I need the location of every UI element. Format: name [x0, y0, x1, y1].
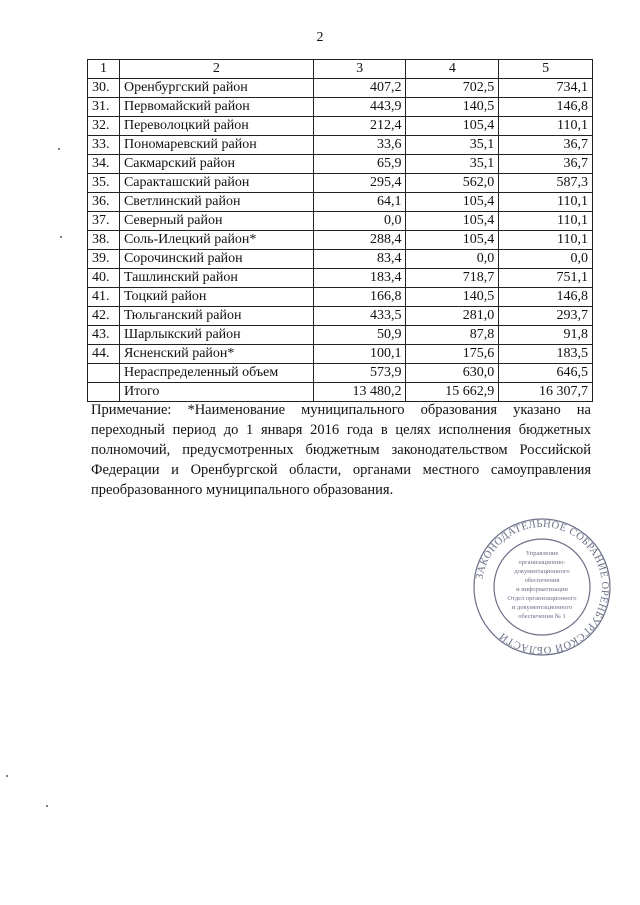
value-col3: 407,2: [313, 79, 406, 98]
header-cell-3: 3: [313, 60, 406, 79]
value-col5: 36,7: [499, 155, 593, 174]
row-number: 41.: [88, 288, 120, 307]
scan-speck: [58, 148, 60, 150]
stamp-inner-line: Отдел организационного: [507, 595, 577, 602]
row-number: 43.: [88, 326, 120, 345]
district-name: Оренбургский район: [119, 79, 313, 98]
table-row: [88, 136, 593, 155]
scan-speck: [46, 805, 48, 807]
row-number: 42.: [88, 307, 120, 326]
table-row: [88, 383, 593, 402]
stamp-inner-line: организационно-: [518, 559, 566, 566]
value-col4: 630,0: [406, 364, 499, 383]
page-number: 2: [316, 30, 324, 45]
value-col5: 146,8: [499, 98, 593, 117]
header-cell-5: 5: [499, 60, 593, 79]
value-col4: 87,8: [406, 326, 499, 345]
row-number: 39.: [88, 250, 120, 269]
district-name: Северный район: [119, 212, 313, 231]
value-col4: 35,1: [406, 136, 499, 155]
district-name: Сакмарский район: [119, 155, 313, 174]
budget-table-body: [88, 60, 593, 402]
value-col5: 734,1: [499, 79, 593, 98]
value-col3: 13 480,2: [313, 383, 406, 402]
value-col3: 166,8: [313, 288, 406, 307]
scan-speck: [6, 775, 8, 777]
district-name: Саракташский район: [119, 174, 313, 193]
table-row: [88, 212, 593, 231]
table-row: [88, 193, 593, 212]
value-col5: 110,1: [499, 193, 593, 212]
footnote-note: Примечание: *Наименование муниципального образования указано на переходный период до 1 января 2016 года в целях исполнения бюджетных полномочий, предусмотренных бюджетным законодательством Российской Федерации и Оренбургской области, органами местного самоуправления преобразованного муниципального образования.: [91, 402, 591, 498]
stamp-inner-line: и информатизации: [516, 586, 568, 593]
value-col4: 0,0: [406, 250, 499, 269]
district-name: Светлинский район: [119, 193, 313, 212]
value-col3: 33,6: [313, 136, 406, 155]
value-col3: 288,4: [313, 231, 406, 250]
district-name: Ташлинский район: [119, 269, 313, 288]
official-stamp: [472, 517, 612, 657]
table-row: [88, 98, 593, 117]
table-row: [88, 79, 593, 98]
table-row: [88, 288, 593, 307]
row-number: 35.: [88, 174, 120, 193]
value-col5: 751,1: [499, 269, 593, 288]
table-row: [88, 345, 593, 364]
district-name: Тюльганский район: [119, 307, 313, 326]
value-col3: 65,9: [313, 155, 406, 174]
row-number: 34.: [88, 155, 120, 174]
row-number: 36.: [88, 193, 120, 212]
value-col4: 105,4: [406, 117, 499, 136]
value-col4: 175,6: [406, 345, 499, 364]
value-col5: 146,8: [499, 288, 593, 307]
row-number: 31.: [88, 98, 120, 117]
value-col3: 100,1: [313, 345, 406, 364]
value-col3: 212,4: [313, 117, 406, 136]
table-row: [88, 269, 593, 288]
value-col4: 140,5: [406, 288, 499, 307]
value-col5: 36,7: [499, 136, 593, 155]
stamp-outer-text: ЗАКОНОДАТЕЛЬНОЕ СОБРАНИЕ ОРЕНБУРГСКОЙ ОБЛАСТИ: [474, 518, 611, 656]
stamp-inner-line: обеспечения № 1: [518, 613, 566, 620]
table-row: [88, 155, 593, 174]
value-col3: 50,9: [313, 326, 406, 345]
header-cell-1: 1: [88, 60, 120, 79]
row-number: 32.: [88, 117, 120, 136]
table-row: [88, 307, 593, 326]
header-cell-4: 4: [406, 60, 499, 79]
value-col5: 110,1: [499, 117, 593, 136]
district-name: Первомайский район: [119, 98, 313, 117]
district-name: Нераспределенный объем: [119, 364, 313, 383]
district-name: Переволоцкий район: [119, 117, 313, 136]
value-col4: 702,5: [406, 79, 499, 98]
value-col3: 443,9: [313, 98, 406, 117]
value-col3: 295,4: [313, 174, 406, 193]
value-col4: 718,7: [406, 269, 499, 288]
district-name: Тоцкий район: [119, 288, 313, 307]
value-col5: 183,5: [499, 345, 593, 364]
value-col4: 105,4: [406, 231, 499, 250]
value-col4: 15 662,9: [406, 383, 499, 402]
value-col5: 16 307,7: [499, 383, 593, 402]
value-col4: 562,0: [406, 174, 499, 193]
district-name: Сорочинский район: [119, 250, 313, 269]
row-number: [88, 383, 120, 402]
row-number: 33.: [88, 136, 120, 155]
value-col5: 646,5: [499, 364, 593, 383]
value-col3: 83,4: [313, 250, 406, 269]
value-col5: 0,0: [499, 250, 593, 269]
table-row: [88, 174, 593, 193]
row-number: 44.: [88, 345, 120, 364]
district-name: Соль-Илецкий район*: [119, 231, 313, 250]
value-col4: 140,5: [406, 98, 499, 117]
value-col5: 110,1: [499, 212, 593, 231]
value-col3: 0,0: [313, 212, 406, 231]
row-number: [88, 364, 120, 383]
table-row: [88, 250, 593, 269]
budget-table: [87, 59, 593, 402]
district-name: Итого: [119, 383, 313, 402]
value-col5: 587,3: [499, 174, 593, 193]
scan-speck: [60, 236, 62, 238]
value-col4: 105,4: [406, 212, 499, 231]
value-col3: 573,9: [313, 364, 406, 383]
header-cell-2: 2: [119, 60, 313, 79]
district-name: Пономаревский район: [119, 136, 313, 155]
value-col4: 105,4: [406, 193, 499, 212]
row-number: 38.: [88, 231, 120, 250]
table-header-row: [88, 60, 593, 79]
district-name: Ясненский район*: [119, 345, 313, 364]
row-number: 37.: [88, 212, 120, 231]
table-row: [88, 117, 593, 136]
stamp-inner-text: [507, 550, 576, 620]
stamp-inner-line: документационного: [514, 568, 570, 575]
stamp-seal: [472, 517, 612, 657]
value-col5: 110,1: [499, 231, 593, 250]
stamp-inner-line: и документационного: [511, 604, 573, 611]
table-row: [88, 231, 593, 250]
stamp-inner-line: Управление: [525, 550, 559, 557]
table-row: [88, 364, 593, 383]
district-name: Шарлыкский район: [119, 326, 313, 345]
value-col4: 281,0: [406, 307, 499, 326]
value-col4: 35,1: [406, 155, 499, 174]
value-col5: 293,7: [499, 307, 593, 326]
value-col3: 433,5: [313, 307, 406, 326]
value-col3: 64,1: [313, 193, 406, 212]
value-col3: 183,4: [313, 269, 406, 288]
table-row: [88, 326, 593, 345]
value-col5: 91,8: [499, 326, 593, 345]
row-number: 40.: [88, 269, 120, 288]
stamp-inner-line: обеспечения: [524, 577, 560, 584]
row-number: 30.: [88, 79, 120, 98]
